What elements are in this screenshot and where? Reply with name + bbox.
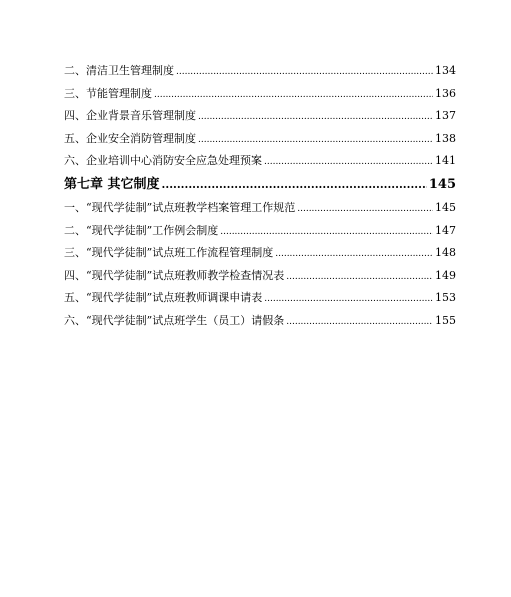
toc-dot-leader [176, 61, 433, 84]
toc-entry[interactable] [64, 265, 456, 288]
toc-entry-title: 四、“现代学徒制”试点班教师教学检查情况表 [64, 268, 285, 282]
toc-dot-leader [297, 198, 433, 221]
toc-dot-leader [198, 106, 433, 129]
toc-entry-title: 五、“现代学徒制”试点班教师调课申请表 [64, 291, 263, 305]
toc-entry[interactable] [64, 287, 456, 310]
toc-entry-page: 141 [435, 154, 456, 168]
toc-entry-title: 二、“现代学徒制”工作例会制度 [64, 223, 219, 237]
toc-dot-leader [264, 288, 433, 311]
toc-dot-leader [162, 173, 427, 197]
toc-entry-title: 五、企业安全消防管理制度 [64, 131, 196, 145]
toc-entry[interactable] [64, 60, 456, 83]
table-of-contents [64, 60, 456, 333]
toc-chapter-page: 145 [428, 176, 456, 192]
toc-entry[interactable] [64, 197, 456, 220]
toc-chapter-title: 第七章 其它制度 [64, 176, 160, 192]
toc-entry-page: 145 [435, 200, 456, 214]
toc-entry-page: 147 [435, 223, 456, 237]
toc-entry-title: 二、清洁卫生管理制度 [64, 64, 174, 77]
toc-entry-page: 136 [435, 86, 456, 100]
toc-entry-page: 138 [435, 131, 456, 145]
toc-dot-leader [220, 221, 433, 244]
toc-entry-title: 六、企业培训中心消防安全应急处理预案 [64, 154, 262, 168]
toc-chapter-heading[interactable] [64, 173, 456, 197]
toc-entry-page: 148 [435, 246, 456, 260]
toc-dot-leader [286, 311, 433, 334]
toc-dot-leader [198, 129, 433, 152]
toc-entry-page: 155 [435, 313, 456, 327]
toc-entry-title: 三、节能管理制度 [64, 86, 152, 100]
toc-entry[interactable] [64, 105, 456, 128]
toc-entry[interactable] [64, 128, 456, 151]
toc-entry-title: 三、“现代学徒制”试点班工作流程管理制度 [64, 246, 274, 260]
toc-dot-leader [264, 151, 433, 174]
toc-entry-page: 153 [435, 291, 456, 305]
toc-entry-page: 137 [435, 109, 456, 123]
toc-entry[interactable] [64, 242, 456, 265]
toc-entry[interactable] [64, 83, 456, 106]
toc-entry[interactable] [64, 150, 456, 173]
toc-entry-page: 149 [435, 268, 456, 282]
toc-dot-leader [154, 84, 433, 107]
toc-entry-title: 一、“现代学徒制”试点班教学档案管理工作规范 [64, 200, 296, 214]
toc-entry-title: 四、企业背景音乐管理制度 [64, 109, 196, 123]
toc-entry-page: 134 [435, 64, 456, 77]
toc-entry-title: 六、“现代学徒制”试点班学生（员工）请假条 [64, 313, 285, 327]
toc-entry[interactable] [64, 310, 456, 333]
toc-dot-leader [275, 243, 433, 266]
toc-dot-leader [286, 266, 433, 289]
toc-entry[interactable] [64, 220, 456, 243]
